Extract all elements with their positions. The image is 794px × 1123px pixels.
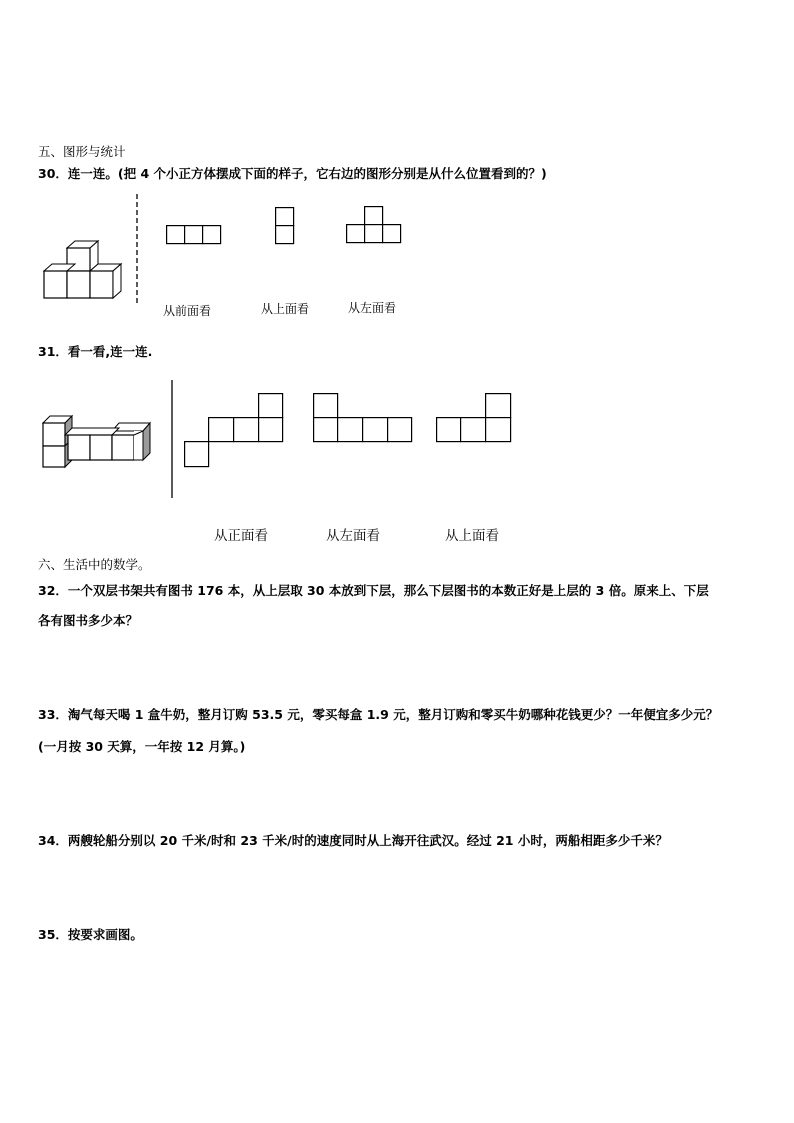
question-33-line-1: 33．淘气每天喝 1 盒牛奶，整月订购 53.5 元，零买每盒 1.9 元，整月订购和零买牛奶哪种花钱更少？一年便宜多少元？ <box>38 707 719 722</box>
q31-label-front-view: 从正面看 <box>214 528 268 544</box>
q30-view-t-shape <box>346 206 402 244</box>
question-33-line-2: (一月按 30 天算，一年按 12 月算。) <box>38 739 246 754</box>
q30-label-top-view: 从上面看 <box>261 302 310 316</box>
q31-view-stair-shape <box>184 393 284 469</box>
q30-label-front-view: 从前面看 <box>163 304 212 318</box>
q31-label-top-view: 从上面看 <box>445 528 499 544</box>
q30-cube-stack-figure <box>40 240 130 304</box>
q31-view-l-shape-right <box>436 393 514 444</box>
q30-view-three-squares-row <box>166 225 222 245</box>
section-title-life-math: 六、生活中的数学。 <box>38 557 151 572</box>
question-32-line-2: 各有图书多少本？ <box>38 613 139 628</box>
question-34-text: 34．两艘轮船分别以 20 千米/时和 23 千米/时的速度同时从上海开往武汉。经过 21 小时，两船相距多少千米？ <box>38 833 668 848</box>
q31-cube-stack-figure <box>40 413 156 469</box>
q31-label-left-view: 从左面看 <box>326 528 380 544</box>
question-35-text: 35．按要求画图。 <box>38 927 143 942</box>
q30-label-left-view: 从左面看 <box>348 301 397 315</box>
q30-view-two-squares-column <box>275 207 295 245</box>
q30-dashed-divider <box>134 194 140 306</box>
q31-view-l-shape-left <box>313 393 415 444</box>
question-31-text: 31．看一看,连一连. <box>38 344 153 359</box>
question-32-line-1: 32．一个双层书架共有图书 176 本，从上层取 30 本放到下层，那么下层图书的本数正好是上层的 3 倍。原来上、下层 <box>38 583 709 598</box>
question-30-text: 30．连一连。(把 4 个小正方体摆成下面的样子，它右边的图形分别是从什么位置看到的？) <box>38 166 547 181</box>
section-title-graphics: 五、图形与统计 <box>38 144 126 159</box>
q31-solid-divider <box>170 380 174 498</box>
